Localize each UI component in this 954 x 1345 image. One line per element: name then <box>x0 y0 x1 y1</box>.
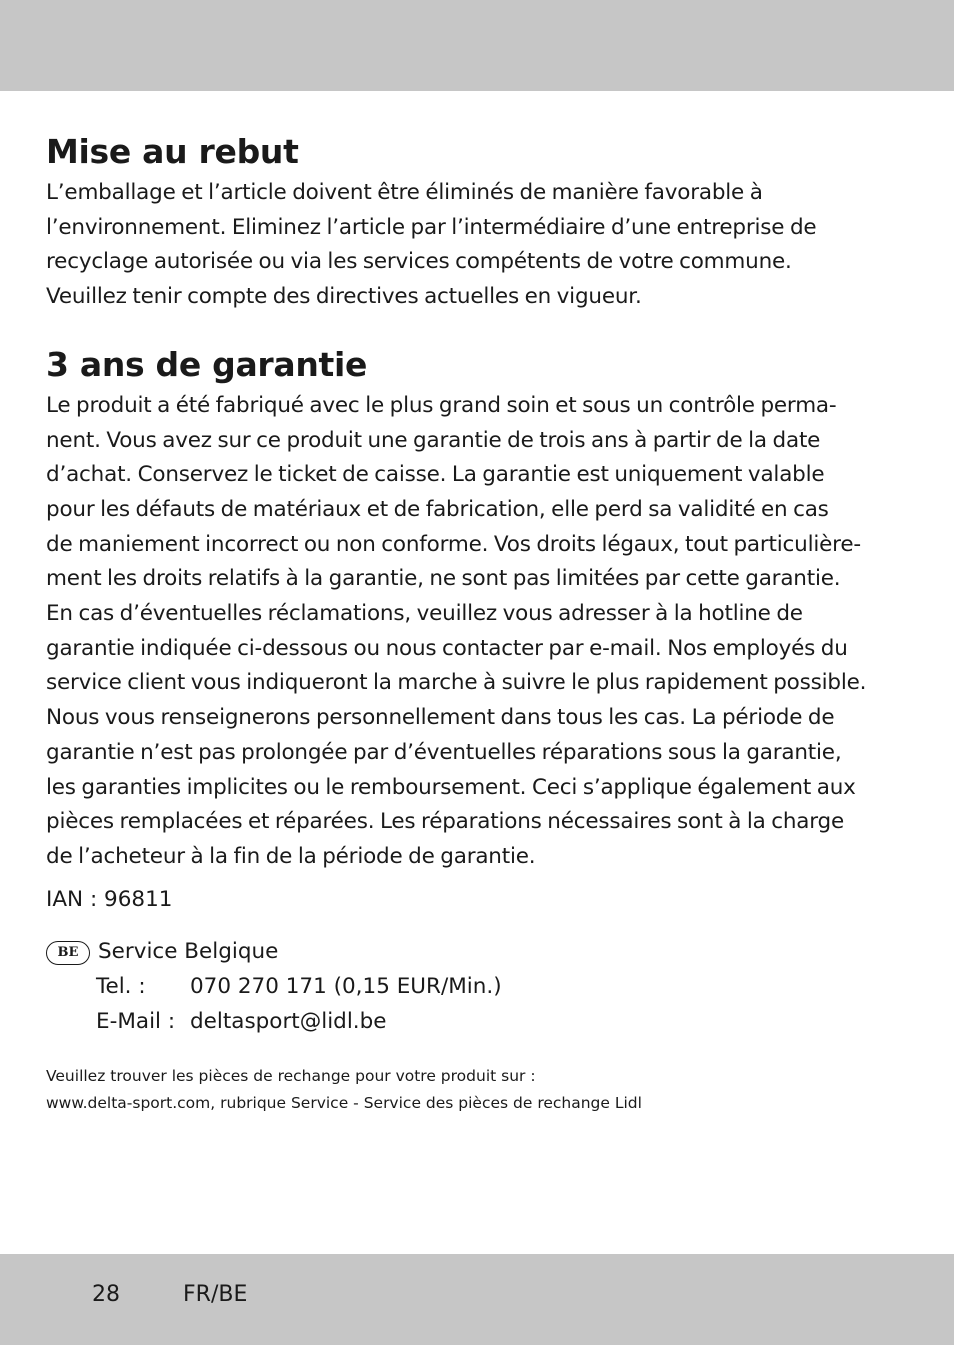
warranty-paragraph <box>46 389 916 875</box>
text-line: de maniement incorrect ou non conforme. Vos droits légaux, tout particulière- <box>46 531 861 557</box>
text-line: garantie indiquée ci-dessous ou nous contacter par e-mail. Nos employés du <box>46 635 848 661</box>
footer-bar <box>0 1254 954 1345</box>
text-line: En cas d’éventuelles réclamations, veuillez vous adresser à la hotline de <box>46 601 803 627</box>
text-line: garantie n’est pas prolongée par d’éventuelles réparations sous la garantie, <box>46 739 842 765</box>
text-line: Le produit a été fabriqué avec le plus grand soin et sous un contrôle perma- <box>46 392 837 418</box>
page-number: 28 <box>92 1282 120 1307</box>
page-content <box>46 130 916 1117</box>
belgium-badge-icon: BE <box>46 941 90 965</box>
email-value: deltasport@lidl.be <box>190 1008 387 1034</box>
disposal-paragraph <box>46 176 916 315</box>
language-code: FR/BE <box>183 1282 248 1307</box>
text-line: les garanties implicites ou le remboursement. Ceci s’applique également aux <box>46 774 856 800</box>
spare-parts-link: www.delta-sport.com, rubrique Service - Service des pièces de rechange Lidl <box>46 1094 642 1113</box>
service-contact <box>46 935 916 1039</box>
text-line: service client vous indiqueront la marche à suivre le plus rapidement possible. <box>46 670 867 696</box>
section-gap <box>46 315 916 343</box>
text-line: ment les droits relatifs à la garantie, ne sont pas limitées par cette garantie. <box>46 566 841 592</box>
service-header <box>46 935 916 970</box>
text-line: pièces remplacées et réparées. Les réparations nécessaires sont à la charge <box>46 809 844 835</box>
spare-parts-line: Veuillez trouver les pièces de rechange pour votre produit sur : <box>46 1067 536 1086</box>
text-line: Nous vous renseignerons personnellement dans tous les cas. La période de <box>46 705 835 731</box>
text-line: Veuillez tenir compte des directives actuelles en vigueur. <box>46 284 642 310</box>
header-bar <box>0 0 954 91</box>
text-line: pour les défauts de matériaux et de fabrication, elle perd sa validité en cas <box>46 496 829 522</box>
service-email-row <box>46 1005 916 1040</box>
text-line: l’environnement. Eliminez l’article par l’intermédiaire d’une entreprise de <box>46 214 817 240</box>
text-line: de l’acheteur à la fin de la période de garantie. <box>46 843 536 869</box>
warranty-heading: 3 ans de garantie <box>46 344 368 384</box>
spare-parts-note <box>46 1063 916 1117</box>
service-phone-row <box>46 970 916 1005</box>
ian-number: IAN : 96811 <box>46 886 173 912</box>
text-line: recyclage autorisée ou via les services compétents de votre commune. <box>46 249 792 275</box>
email-label: E-Mail : <box>96 1008 176 1034</box>
text-line: d’achat. Conservez le ticket de caisse. La garantie est uniquement valable <box>46 462 825 488</box>
service-name: Service Belgique <box>98 939 279 965</box>
text-line: L’emballage et l’article doivent être éliminés de manière favorable à <box>46 180 763 205</box>
disposal-heading: Mise au rebut <box>46 132 299 171</box>
phone-label: Tel. : <box>96 974 146 1000</box>
text-line: nent. Vous avez sur ce produit une garantie de trois ans à partir de la date <box>46 427 821 453</box>
phone-value: 070 270 171 (0,15 EUR/Min.) <box>190 974 502 1000</box>
